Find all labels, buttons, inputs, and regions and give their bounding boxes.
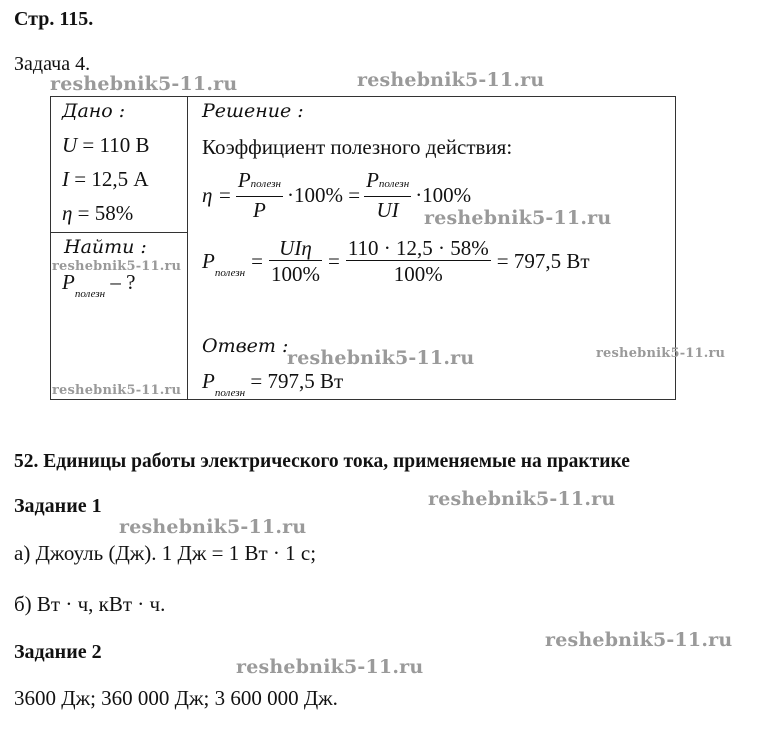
answer-line (202, 369, 344, 399)
eq2-lhs: P (202, 249, 215, 273)
given-efficiency (62, 201, 133, 226)
task2-title: Задание 2 (14, 641, 102, 663)
eq1-fraction-1 (236, 168, 283, 223)
answer-title: Ответ : (202, 335, 289, 357)
eq1-mul2: ·100% (415, 183, 472, 207)
eq1-den2: UI (376, 198, 399, 222)
answer-subscript: полезн (214, 387, 246, 399)
find-p-symbol: P (62, 270, 75, 294)
watermark: reshebnik5-11.ru (287, 347, 475, 369)
find-question: – ? (110, 270, 136, 294)
solution-text: Коэффициент полезного действия: (202, 135, 513, 159)
task1-line-b: б) Вт · ч, кВт · ч. (14, 592, 166, 616)
table-divider-vertical (187, 96, 188, 399)
efficiency-symbol: η (62, 201, 73, 225)
eq2-num1: UIη (269, 236, 322, 261)
watermark: reshebnik5-11.ru (119, 516, 307, 538)
watermark: reshebnik5-11.ru (50, 73, 238, 95)
eq1-num1: P (237, 168, 251, 192)
equation-useful-power (202, 236, 590, 287)
watermark: reshebnik5-11.ru (545, 629, 733, 651)
current-value: = 12,5 А (74, 167, 149, 191)
watermark: reshebnik5-11.ru (52, 259, 182, 274)
eq2-num2: 110 · 12,5 · 58% (347, 236, 489, 260)
watermark: reshebnik5-11.ru (52, 383, 182, 398)
voltage-symbol: U (62, 133, 78, 157)
page-header: Стр. 115. (14, 8, 94, 30)
eq2-eq1: = (251, 249, 263, 273)
watermark: reshebnik5-11.ru (357, 69, 545, 91)
watermark: reshebnik5-11.ru (428, 488, 616, 510)
eq1-fraction-2 (364, 168, 411, 223)
eq1-num2-sub: полезн (378, 178, 410, 190)
given-current (62, 167, 149, 192)
table-divider-horizontal (50, 232, 188, 233)
watermark: reshebnik5-11.ru (424, 207, 612, 229)
task-label: Задача 4. (14, 53, 91, 75)
solution-title: Решение : (202, 100, 304, 122)
section-heading: 52. Единицы работы электрического тока, применяемые на практике (14, 451, 630, 472)
task2-line: 3600 Дж; 360 000 Дж; 3 600 000 Дж. (14, 686, 338, 710)
eq2-fraction-1 (269, 236, 322, 287)
eq2-fraction-2 (346, 236, 491, 287)
efficiency-value: = 58% (77, 201, 134, 225)
eq1-num1-sub: полезн (250, 178, 281, 190)
eq2-den1: 100% (270, 262, 320, 286)
eq1-mul1: ·100% = (286, 183, 361, 207)
current-symbol: I (62, 167, 69, 191)
given-voltage (62, 133, 150, 158)
find-title: Найти : (64, 236, 147, 258)
eq2-result: = 797,5 Вт (496, 249, 590, 273)
answer-symbol: P (202, 369, 215, 393)
eq1-eta: η = (202, 183, 232, 207)
eq2-den2: 100% (393, 262, 443, 286)
task1-title: Задание 1 (14, 495, 102, 517)
voltage-value: = 110 В (82, 133, 150, 157)
eq2-eq2: = (327, 249, 340, 273)
given-title: Дано : (62, 100, 126, 122)
watermark: reshebnik5-11.ru (236, 656, 424, 678)
eq1-den1: P (252, 198, 266, 222)
watermark: reshebnik5-11.ru (596, 346, 726, 361)
eq2-lhs-sub: полезн (214, 267, 246, 279)
task1-line-a: а) Джоуль (Дж). 1 Дж = 1 Вт · 1 с; (14, 541, 317, 565)
answer-value: = 797,5 Вт (250, 369, 344, 393)
eq1-num2: P (366, 168, 379, 192)
find-p-subscript: полезн (74, 288, 106, 300)
